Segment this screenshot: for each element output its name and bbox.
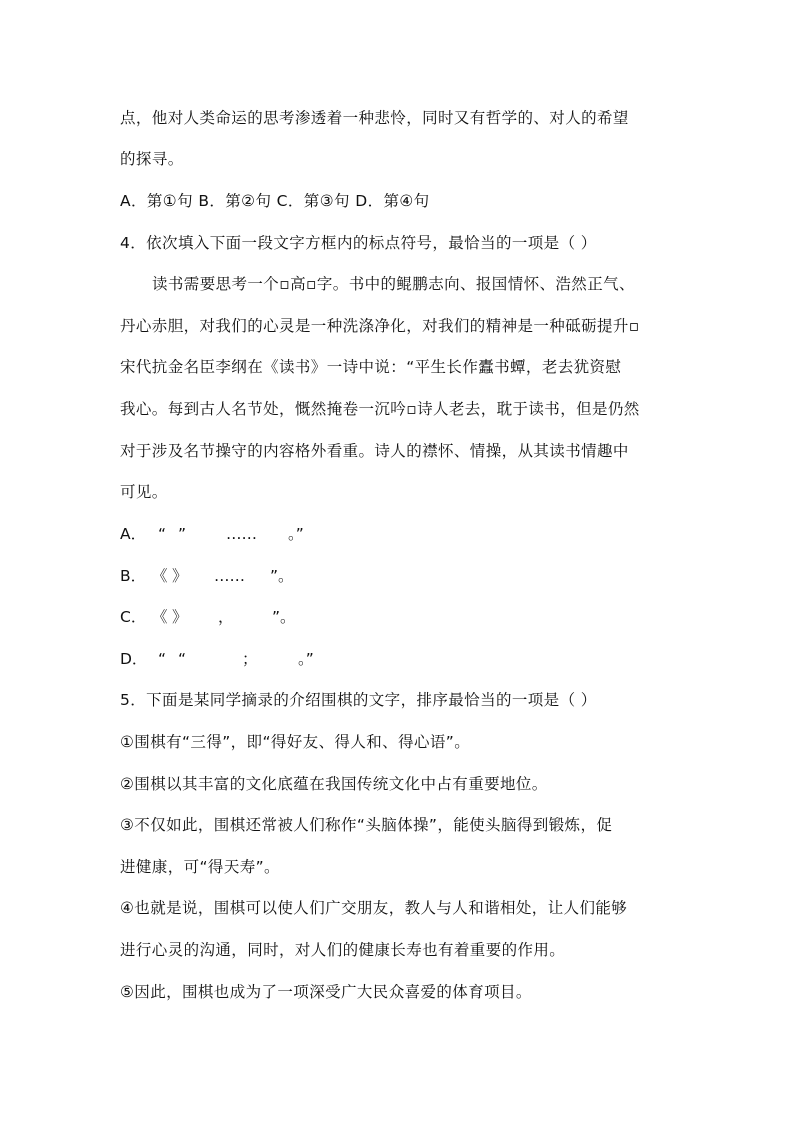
option-mark: ”。 xyxy=(272,608,296,626)
option-mark: “ xyxy=(158,525,167,543)
option-mark: 。” xyxy=(298,650,314,668)
passage-line: 我心。每到古人名节处，慨然掩卷一沉吟▫诗人老去，耽于读书，但是仍然 xyxy=(120,400,640,418)
passage-line: 读书需要思考一个▫高▫字。书中的鲲鹏志向、报国情怀、浩然正气、 xyxy=(152,275,635,293)
passage-line: 对于涉及名节操守的内容格外看重。诗人的襟怀、情操，从其读书情趣中 xyxy=(120,442,629,460)
option-mark: 《 xyxy=(152,608,168,626)
option-mark: 《 xyxy=(152,567,168,585)
option-mark: ； xyxy=(242,650,258,668)
option-label: C． xyxy=(120,608,147,626)
option-mark: ”。 xyxy=(270,567,294,585)
option-mark: 。” xyxy=(288,525,304,543)
option-d xyxy=(120,649,520,669)
question-3-options: A．第①句 B．第②句 C．第③句 D．第④句 xyxy=(120,192,430,210)
option-a xyxy=(120,524,520,544)
option-b xyxy=(120,566,520,586)
option-mark: “ xyxy=(158,650,167,668)
option-mark: …… xyxy=(214,567,245,585)
option-label: D． xyxy=(120,650,148,668)
passage-line: 宋代抗金名臣李纲在《读书》一诗中说：“平生长作蠹书蟫，老去犹资慰 xyxy=(120,358,622,376)
option-c xyxy=(120,607,520,627)
question-5-item: 进健康，可“得天寿”。 xyxy=(120,858,280,876)
question-5-item: ④也就是说，围棋可以使人们广交朋友，教人与人和谐相处，让人们能够 xyxy=(120,899,628,917)
passage-line: 丹心赤胆，对我们的心灵是一种洗涤净化，对我们的精神是一种砥砺提升▫ xyxy=(120,317,640,335)
intro-line-2: 的探寻。 xyxy=(120,150,184,168)
question-5-item: ①围棋有“三得”，即“得好友、得人和、得心语”。 xyxy=(120,733,471,751)
option-mark: 》 xyxy=(172,608,188,626)
option-mark: …… xyxy=(226,525,257,543)
option-mark: 》 xyxy=(172,567,188,585)
question-5-item: ③不仅如此，围棋还常被人们称作“头脑体操”，能使头脑得到锻炼，促 xyxy=(120,816,613,834)
question-5-item: ⑤因此，围棋也成为了一项深受广大民众喜爱的体育项目。 xyxy=(120,983,532,1001)
option-mark: “ xyxy=(178,650,187,668)
option-label: B． xyxy=(120,567,147,585)
passage-line: 可见。 xyxy=(120,483,168,501)
question-5-item: ②围棋以其丰富的文化底蕴在我国传统文化中占有重要地位。 xyxy=(120,775,548,793)
intro-line-1: 点，他对人类命运的思考渗透着一种悲怜，同时又有哲学的、对人的希望 xyxy=(120,109,629,127)
option-mark: ， xyxy=(218,608,234,626)
option-label: A． xyxy=(120,525,147,543)
question-5-item: 进行心灵的沟通，同时，对人们的健康长寿也有着重要的作用。 xyxy=(120,941,566,959)
question-5-stem: 5．下面是某同学摘录的介绍围棋的文字，排序最恰当的一项是（ ） xyxy=(120,691,597,709)
question-4-stem: 4．依次填入下面一段文字方框内的标点符号，最恰当的一项是（ ） xyxy=(120,234,597,252)
option-mark: ” xyxy=(178,525,187,543)
